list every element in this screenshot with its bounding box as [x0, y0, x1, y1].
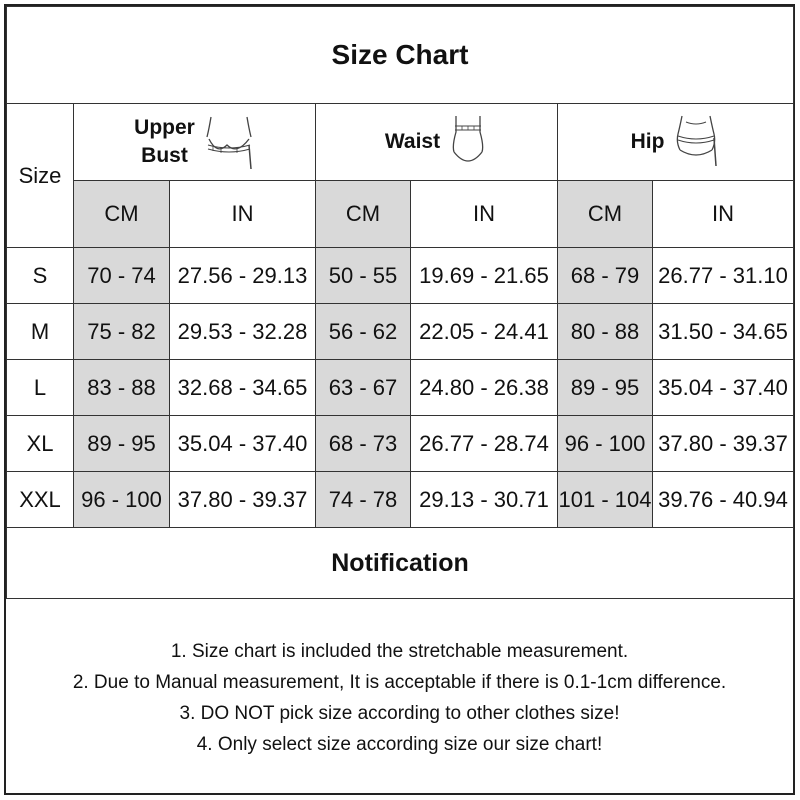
table-row	[7, 360, 794, 416]
waist-cm-cell: 74 - 78	[316, 472, 411, 528]
table-row	[7, 248, 794, 304]
notification-notes	[6, 601, 793, 793]
bust-label-line1: Upper	[134, 116, 195, 139]
hip-in-cell: 39.76 - 40.94	[653, 472, 794, 528]
hip-header	[558, 104, 794, 181]
size-table	[6, 6, 794, 599]
waist-label: Waist	[384, 130, 441, 153]
hip-in-cell: 35.04 - 37.40	[653, 360, 794, 416]
waist-in-cell: 24.80 - 26.38	[411, 360, 558, 416]
bust-label-line2: Bust	[141, 144, 188, 167]
waist-cm-cell: 56 - 62	[316, 304, 411, 360]
size-cell: XXL	[7, 472, 74, 528]
size-column-header: Size	[7, 104, 74, 248]
bust-in-cell: 32.68 - 34.65	[170, 360, 316, 416]
bust-cm-cell: 83 - 88	[74, 360, 170, 416]
unit-cm: CM	[558, 181, 653, 248]
unit-in: IN	[170, 181, 316, 248]
table-row	[7, 472, 794, 528]
hip-cm-cell: 89 - 95	[558, 360, 653, 416]
waist-in-cell: 22.05 - 24.41	[411, 304, 558, 360]
notification-title: Notification	[7, 528, 794, 599]
bust-cm-cell: 75 - 82	[74, 304, 170, 360]
waist-in-cell: 19.69 - 21.65	[411, 248, 558, 304]
unit-in: IN	[653, 181, 794, 248]
unit-cm: CM	[316, 181, 411, 248]
waist-cm-cell: 50 - 55	[316, 248, 411, 304]
bust-header	[74, 104, 316, 181]
hip-in-cell: 37.80 - 39.37	[653, 416, 794, 472]
hip-label: Hip	[630, 130, 665, 153]
hip-measure-icon	[672, 112, 720, 172]
bust-cm-cell: 96 - 100	[74, 472, 170, 528]
chart-title: Size Chart	[7, 7, 794, 104]
bust-in-cell: 35.04 - 37.40	[170, 416, 316, 472]
note-line: 4. Only select size according size our size chart!	[196, 734, 603, 755]
note-line: 3. DO NOT pick size according to other clothes size!	[179, 703, 620, 724]
waist-in-cell: 26.77 - 28.74	[411, 416, 558, 472]
table-row	[7, 416, 794, 472]
size-cell: XL	[7, 416, 74, 472]
bust-in-cell: 37.80 - 39.37	[170, 472, 316, 528]
size-cell: M	[7, 304, 74, 360]
hip-cm-cell: 96 - 100	[558, 416, 653, 472]
waist-measure-icon	[448, 112, 488, 172]
hip-cm-cell: 101 - 104	[558, 472, 653, 528]
waist-cm-cell: 63 - 67	[316, 360, 411, 416]
note-line: 2. Due to Manual measurement, It is acceptable if there is 0.1-1cm difference.	[72, 672, 727, 693]
size-cell: S	[7, 248, 74, 304]
bust-in-cell: 27.56 - 29.13	[170, 248, 316, 304]
bust-in-cell: 29.53 - 32.28	[170, 304, 316, 360]
waist-header	[316, 104, 558, 181]
table-row	[7, 304, 794, 360]
size-cell: L	[7, 360, 74, 416]
hip-in-cell: 26.77 - 31.10	[653, 248, 794, 304]
hip-in-cell: 31.50 - 34.65	[653, 304, 794, 360]
hip-cm-cell: 80 - 88	[558, 304, 653, 360]
waist-cm-cell: 68 - 73	[316, 416, 411, 472]
unit-cm: CM	[74, 181, 170, 248]
bust-measure-icon	[203, 111, 255, 173]
size-chart	[4, 4, 795, 795]
waist-in-cell: 29.13 - 30.71	[411, 472, 558, 528]
bust-cm-cell: 89 - 95	[74, 416, 170, 472]
note-line: 1. Size chart is included the stretchable measurement.	[170, 641, 629, 662]
hip-cm-cell: 68 - 79	[558, 248, 653, 304]
bust-cm-cell: 70 - 74	[74, 248, 170, 304]
unit-in: IN	[411, 181, 558, 248]
